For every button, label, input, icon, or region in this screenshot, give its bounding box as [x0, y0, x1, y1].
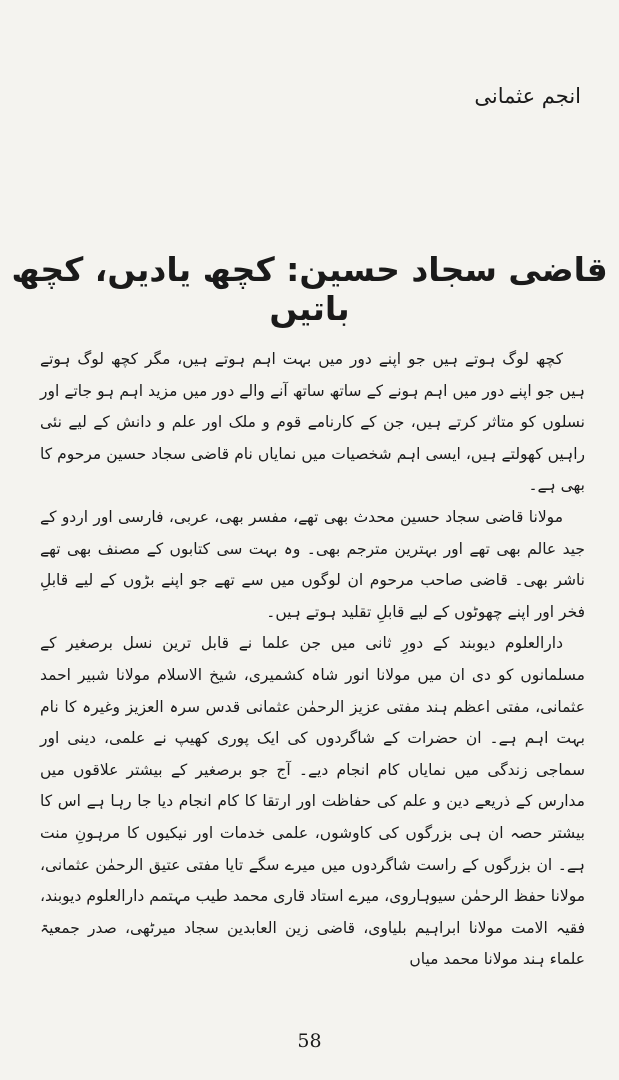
paragraph: مولانا قاضی سجاد حسین محدث بھی تھے، مفسر بھی، عربی، فارسی اور اردو کے جید عالم بھی تھے اور بہترین مترجم بھی۔ وہ بہت سی کتابوں کے مصنف بھی تھے ناشر بھی۔ قاضی صاحب مرحوم ان لوگوں میں سے تھے جو اپنے بڑوں کے لیے قابلِ فخر اور اپنے چھوٹوں کے لیے قابلِ تقلید ہوتے ہیں۔: [40, 507, 585, 621]
page-number: 58: [297, 1030, 322, 1052]
paragraph: کچھ لوگ ہوتے ہیں جو اپنے دور میں بہت اہم ہوتے ہیں، مگر کچھ لوگ ہوتے ہیں جو اپنے دور میں اہم ہونے کے ساتھ ساتھ آنے والے دور میں مزید اہم ہو جاتے اور نسلوں کو متاثر کرتے ہیں، جن کے کارنامے قوم و ملک اور علم و دانش کے لیے نئی راہیں کھولتے ہیں، ایسی اہم شخصیات میں نمایاں نام قاضی سجاد حسین مرحوم کا بھی ہے۔: [40, 350, 585, 495]
body-text: [40, 344, 585, 976]
chapter-title: قاضی سجاد حسین: کچھ یادیں، کچھ باتیں: [11, 250, 608, 328]
paragraph: دارالعلوم دیوبند کے دورِ ثانی میں جن علما نے قابل ترین نسل برصغیر کے مسلمانوں کو دی ان میں مولانا انور شاہ کشمیری، شیخ الاسلام مولانا شبیر احمد عثمانی، مفتی اعظم ہند مفتی عزیز الرحمٰن عثمانی قدس سرہ العزیز وغیرہ کا نام بہت اہم ہے۔ ان حضرات کے شاگردوں کی ایک پوری کھیپ نے علمی، دینی اور سماجی زندگی میں نمایاں کام انجام دیے۔ آج جو برصغیر کے بیشتر علاقوں میں مدارس کے ذریعے دین و علم کی حفاظت اور ارتقا کا کام انجام دیا جا رہا ہے اس کا بیشتر حصہ ان ہی بزرگوں کی کاوشوں، علمی خدمات اور نیکیوں کا مرہونِ منت ہے۔ ان بزرگوں کے راست شاگردوں میں میرے سگے تایا مفتی عتیق الرحمٰن عثمانی، مولانا حفظ الرحمٰن سیوہاروی، میرے استاد قاری محمد طیب مہتمم دارالعلوم دیوبند، فقیہ الامت مولانا ابراہیم بلیاوی، قاضی زین العابدین سجاد میرٹھی، صدر جمعیۃ علماء ہند مولانا محمد میاں: [40, 634, 585, 969]
running-header-author: انجم عثمانی: [474, 84, 581, 108]
